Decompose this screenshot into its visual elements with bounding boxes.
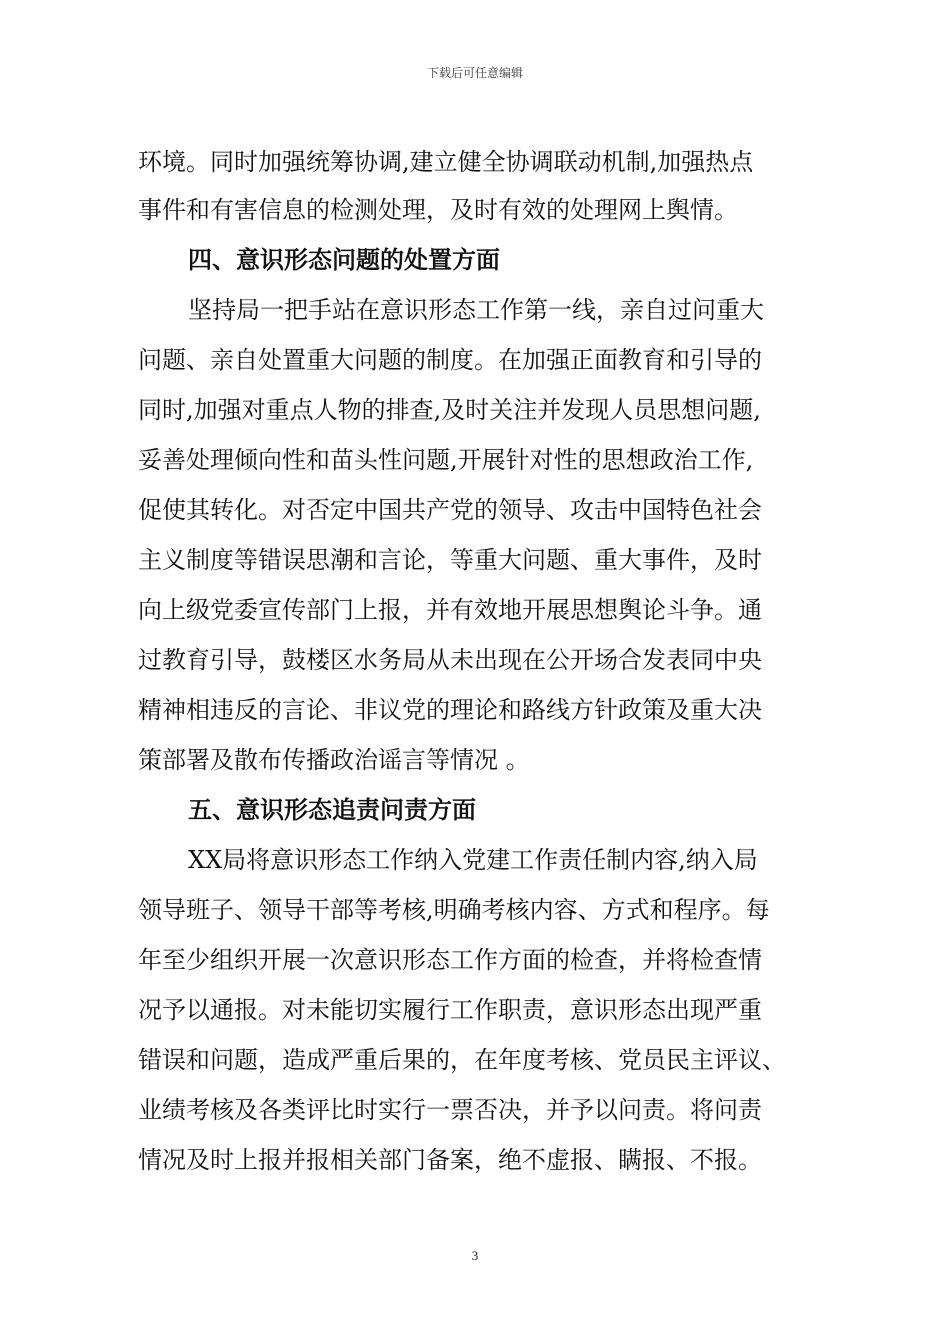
body-line: 促使其转化。对否定中国共产党的领导、攻击中国特色社会 xyxy=(138,496,762,524)
body-line: 年至少组织开展一次意识形态工作方面的检查，并将检查情 xyxy=(138,946,762,974)
page-header: 下载后可任意编辑 xyxy=(426,66,523,80)
body-line: 向上级党委宣传部门上报，并有效地开展思想舆论斗争。通 xyxy=(138,596,762,624)
body-line: 主义制度等错误思潮和言论，等重大问题、重大事件，及时 xyxy=(138,546,762,574)
body-line: 同时,加强对重点人物的排查,及时关注并发现人员思想问题, xyxy=(138,396,761,424)
page-number: 3 xyxy=(471,1248,479,1263)
body-line: 问题、亲自处置重大问题的制度。在加强正面教育和引导的 xyxy=(138,346,762,374)
body-line: 事件和有害信息的检测处理，及时有效的处理网上舆情。 xyxy=(138,196,738,224)
body-line: 业绩考核及各类评比时实行一票否决，并予以问责。将问责 xyxy=(138,1096,762,1124)
body-line: 坚持局一把手站在意识形态工作第一线，亲自过问重大 xyxy=(188,296,764,324)
body-line: 情况及时上报并报相关部门备案，绝不虚报、瞒报、不报。 xyxy=(138,1146,762,1174)
body-line: 过教育引导，鼓楼区水务局从未出现在公开场合发表同中央 xyxy=(138,646,762,674)
section-heading-4: 四、意识形态问题的处置方面 xyxy=(188,246,500,274)
body-line: 精神相违反的言论、非议党的理论和路线方针政策及重大决 xyxy=(138,696,762,724)
section-heading-5: 五、意识形态追责问责方面 xyxy=(188,796,476,824)
body-line: XX局将意识形态工作纳入党建工作责任制内容,纳入局 xyxy=(188,846,758,874)
body-line: 妥善处理倾向性和苗头性问题,开展针对性的思想政治工作, xyxy=(138,446,754,474)
body-line: 策部署及散布传播政治谣言等情况 。 xyxy=(138,746,530,774)
body-line: 环境。同时加强统筹协调,建立健全协调联动机制,加强热点 xyxy=(138,148,754,176)
body-line: 况予以通报。对未能切实履行工作职责，意识形态出现严重 xyxy=(138,996,762,1024)
body-line: 领导班子、领导干部等考核,明确考核内容、方式和程序。每 xyxy=(138,896,770,924)
body-line: 错误和问题，造成严重后果的，在年度考核、党员民主评议、 xyxy=(138,1046,786,1074)
